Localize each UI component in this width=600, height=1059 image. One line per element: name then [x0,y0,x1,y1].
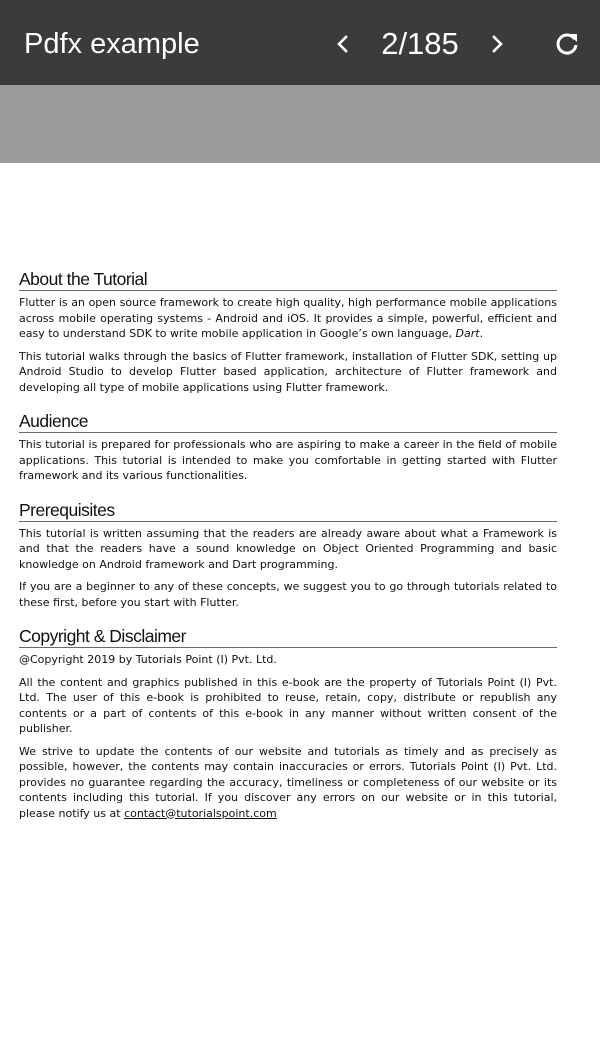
about-paragraph-2: This tutorial walks through the basics of Flutter framework, installation of Flutter SDK, setting up Android Studio to develop Flutter based application, architecture of Flutter framework and developing all type of mobile applications using Flutter framework. [19,349,557,394]
section-copyright [19,626,557,821]
section-about [19,269,557,395]
copyright-paragraph-2: All the content and graphics published in this e-book are the property of Tutorials Point (I) Pvt. Ltd. The user of this e-book is prohibited to reuse, retain, copy, distribute or republish any contents or a part of contents of this e-book in any manner without written consent of the publisher. [19,675,557,735]
about-heading: About the Tutorial [19,269,557,291]
app-title: Pdfx example [24,28,200,60]
chevron-left-icon [333,34,353,54]
pdf-page-content [19,269,557,837]
about-paragraph-1: Flutter is an open source framework to create high quality, high performance mobile applications across mobile operating systems - Android and iOS. It provides a simple, powerful, efficient and easy to understand SDK to write mobile application in Google’s own language, Dart. [19,296,557,340]
section-prerequisites [19,500,557,611]
contact-email-link[interactable]: contact@tutorialspoint.com [124,806,277,820]
section-audience [19,411,557,484]
copyright-paragraph-1: @Copyright 2019 by Tutorials Point (I) Pvt. Ltd. [19,653,277,666]
next-page-button[interactable] [477,24,517,64]
refresh-button[interactable] [547,24,587,64]
app-bar [0,0,600,85]
previous-page-button[interactable] [323,24,363,64]
pdf-page[interactable] [0,163,600,1059]
prerequisites-paragraph-2: If you are a beginner to any of these concepts, we suggest you to go through tutorials related to these first, before you start with Flutter. [19,580,557,609]
prerequisites-heading: Prerequisites [19,500,557,522]
prerequisites-paragraph-1: This tutorial is written assuming that the readers are already aware about what a Framework is and that the readers have a sound knowledge on Object Oriented Programming and basic knowledge on Android framework and Dart programming. [19,526,557,571]
page-gap-band [0,85,600,163]
copyright-heading: Copyright & Disclaimer [19,626,557,648]
audience-paragraph-1: This tutorial is prepared for professionals who are aspiring to make a career in the field of mobile applications. This tutorial is intended to make you comfortable in getting started with Flutter framework and its various functionalities. [19,438,557,482]
chevron-right-icon [487,34,507,54]
copyright-paragraph-3: We strive to update the contents of our website and tutorials as timely and as precisely as possible, however, the contents may contain inaccuracies or errors. Tutorials Point (I) Pvt. Ltd. provides no guarantee regarding the accuracy, timeliness or completeness of our website or its contents including this tutorial. If you discover any errors on our website or in this tutorial, please notify us at contact@tutorialspoint.com [19,744,557,820]
audience-heading: Audience [19,411,557,433]
page-counter: 2/185 [381,26,459,61]
refresh-icon [553,30,581,58]
